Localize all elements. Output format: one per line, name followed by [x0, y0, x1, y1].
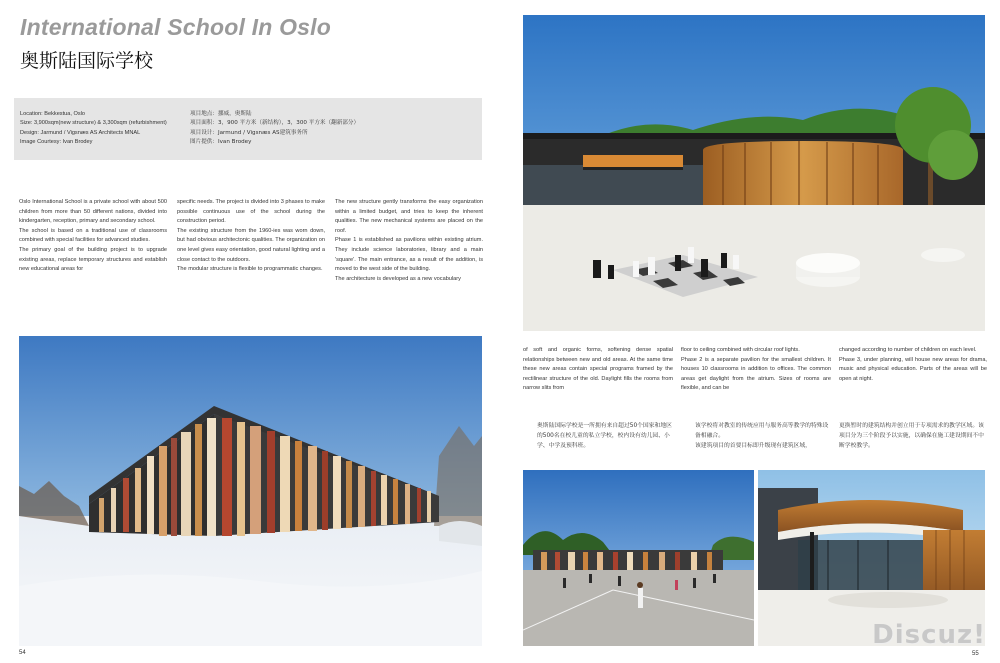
paragraph: The new structure gently transforms the easy organization within a limited budget, and tries to keep the inherent qualities. The new mechanical systems are placed on the roof. — [335, 199, 483, 234]
paragraph: Phase 2 is a separate pavilion for the smallest children. It houses 10 classrooms in addition to offices. The common areas get daylight from the atrium. Sizes of rooms are flexible, and can be — [681, 356, 831, 392]
paragraph: of soft and organic forms, softening dense spatial relationships between new and old areas. At the same time these new areas contain special programs framed by the rectilinear structure of the old. Daylight fills the rooms from narrow slits from — [523, 347, 673, 392]
paragraph-cn: 奥斯陆国际学校是一所拥有来自超过50个国家和地区的500名在校儿童的私立学校，校内设有幼儿园、小学、中学及预科班。 — [537, 423, 672, 449]
photo-facade-snow — [19, 336, 482, 646]
project-info-box — [14, 98, 482, 160]
project-info-cn — [190, 110, 359, 148]
body-en-col2 — [177, 198, 325, 275]
paragraph-cn: 更换暂时的建筑结构并创立用于专项需求的教学区域。该项目分为三个阶段予以实施，以确保在施工建设期间不中断学校教学。 — [839, 423, 984, 449]
paragraph-cn: 该学校将对教室的传统应用与服务高等教学的特殊设备相融合。 — [695, 423, 829, 439]
paragraph: The existing structure from the 1960-ies was worn down, but had obvious architectonic qualities. The organization on one level gives easy orientation, good natural lighting and a close contact to the outdoors. — [177, 227, 325, 263]
body-en-col4 — [523, 346, 673, 394]
photo-courtyard-chess — [523, 15, 985, 331]
paragraph: Phase 3, under planning, will house new areas for drama, music and physical education. Parts of the areas will be open at night. — [839, 356, 987, 382]
paragraph-cn: 该建筑项目的首要目标即升级现有建筑区域， — [695, 443, 811, 449]
body-en-col3 — [335, 198, 483, 284]
info-size-cn: 项目面积：3，900 平方米（新结构），3，300 平方米（翻新部分） — [190, 120, 360, 127]
project-info-en — [20, 110, 167, 148]
paragraph: The primary goal of the building project is to upgrade existing areas, replace temporary structures and establish new educational areas for — [19, 246, 167, 273]
info-location: Location: Bekkestua, Oslo — [20, 111, 85, 117]
body-cn-col1 — [537, 421, 673, 451]
title-cn: 奥斯陆国际学校 — [20, 50, 154, 72]
body-en-col6 — [839, 346, 987, 384]
watermark: Discuz! — [872, 620, 986, 650]
page-number-left: 54 — [19, 650, 26, 656]
title-en: International School In Oslo — [20, 14, 332, 40]
body-cn-col3 — [839, 421, 987, 451]
body-cn-col2 — [695, 421, 831, 451]
body-en-col1 — [19, 198, 167, 275]
photo-schoolyard — [523, 470, 754, 646]
paragraph: specific needs. The project is divided into 3 phases to make possible continuous use of the school during the construction period. — [177, 199, 325, 225]
info-image-courtesy-cn: 图片提供：Ivan Brodey — [190, 139, 252, 146]
info-location-cn: 项目地点：挪威，奥斯陆 — [190, 111, 252, 117]
paragraph: The architecture is developed as a new vocabulary — [335, 275, 461, 282]
page-number-right: 55 — [972, 651, 979, 657]
paragraph: The school is based on a traditional use of classrooms combined with special facilities for advanced studies. — [19, 227, 167, 244]
info-image-courtesy: Image Courtesy: Ivan Brodey — [20, 139, 93, 146]
info-design: Design: Jarmund / Vigsnæs AS Architects MNAL — [20, 129, 141, 136]
paragraph: changed according to number of children on each level. — [839, 347, 977, 353]
paragraph: floor to ceiling combined with circular roof lights. — [681, 347, 800, 353]
paragraph: The modular structure is flexible to programmatic changes. — [177, 266, 323, 273]
body-en-col5 — [681, 346, 831, 394]
paragraph: Phase 1 is established as pavilions within existing atrium. They include science laboratories, library and a main 'square'. The main entrance, as a result of the addition, is moved to the west side of the building. — [335, 237, 483, 273]
info-size: Size: 3,900sqm(new structure) & 3,300sqm (refurbishment) — [20, 120, 167, 127]
info-design-cn: 项目设计：Jarmund / Vigsnæs AS建筑事务所 — [190, 129, 308, 136]
paragraph: Oslo International School is a private school with about 500 children from more than 50 different nations, divided into kindergarten, reception, primary and secondary school. — [19, 199, 167, 225]
